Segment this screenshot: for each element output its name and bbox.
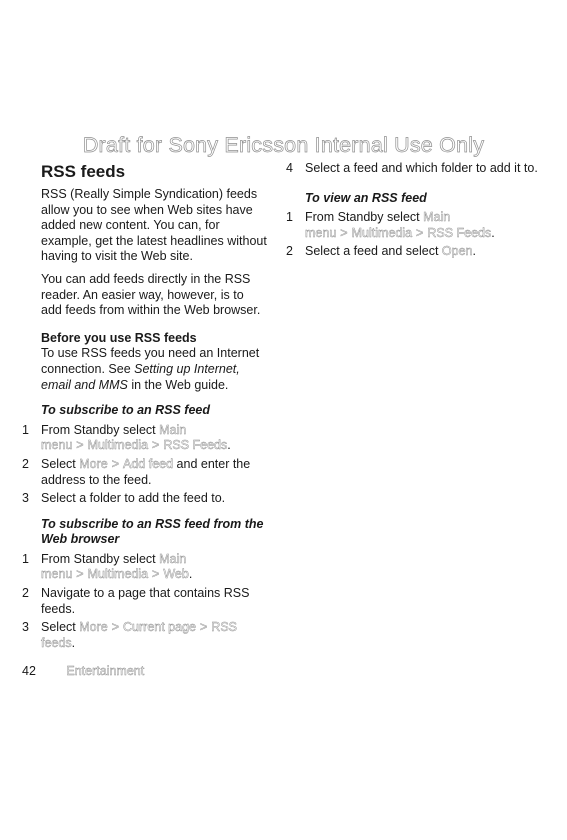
step-item	[22, 586, 267, 617]
left-column	[22, 161, 267, 654]
menu-separator: >	[416, 225, 424, 240]
draft-watermark: Draft for Sony Ericsson Internal Use Only	[82, 133, 485, 157]
menu-path-item: Add feed	[123, 456, 174, 471]
menu-path-item: More	[79, 456, 108, 471]
step-text: From Standby select Main menu > Multimedia > RSS Feeds.	[305, 210, 495, 240]
step-text: From Standby select Main menu > Multimedia > RSS Feeds.	[41, 422, 231, 453]
subscribe-steps-continued	[286, 161, 556, 177]
page-footer	[22, 664, 144, 679]
step-item	[22, 491, 267, 507]
menu-path-item: Main menu	[41, 422, 187, 453]
menu-path-item: Open	[441, 244, 473, 259]
step-text: Select More > Current page > RSS feeds.	[41, 620, 237, 650]
step-item	[286, 161, 556, 177]
menu-separator: >	[199, 620, 208, 635]
menu-path-item: Main menu	[41, 551, 187, 582]
menu-path-item: Web	[163, 567, 189, 582]
subscribe-web-steps	[22, 552, 267, 652]
step-number: 3	[22, 620, 29, 635]
before-heading: Before you use RSS feeds	[41, 330, 197, 345]
step-item	[22, 552, 267, 583]
step-item	[286, 210, 556, 241]
intro-paragraph-2: You can add feeds directly in the RSS reader. An easier way, however, is to add feeds from within the Web browser.	[41, 271, 261, 318]
step-text: From Standby select Main menu > Multimedia > Web.	[41, 551, 193, 582]
subscribe-heading: To subscribe to an RSS feed	[41, 403, 211, 418]
before-text-suffix: in the Web guide.	[127, 377, 229, 392]
subscribe-web-heading: To subscribe to an RSS feed from the Web browser	[41, 516, 264, 547]
step-text: Select More > Add feed and enter the address to the feed.	[41, 456, 251, 487]
step-number: 3	[22, 491, 29, 506]
step-number: 1	[22, 422, 29, 437]
menu-path-item: More	[79, 620, 108, 635]
menu-separator: >	[340, 225, 348, 240]
menu-path-item: Multimedia	[87, 567, 149, 582]
menu-path-item: Main menu	[305, 210, 451, 240]
before-text: To use RSS feeds you need an Internet connection. See	[41, 346, 260, 376]
menu-path-item: Current page	[123, 620, 196, 635]
menu-path-item: Multimedia	[351, 225, 413, 240]
menu-separator: >	[152, 438, 160, 453]
step-number: 2	[22, 586, 29, 601]
step-text: Navigate to a page that contains RSS feeds.	[41, 586, 250, 616]
step-item	[22, 620, 267, 651]
page-title: RSS feeds	[41, 162, 126, 181]
menu-separator: >	[152, 567, 160, 582]
menu-separator: >	[76, 567, 84, 582]
before-paragraph	[41, 346, 267, 393]
menu-path-item: RSS Feeds	[163, 438, 228, 453]
step-text: Select a folder to add the feed to.	[41, 491, 226, 506]
menu-separator: >	[111, 456, 120, 471]
step-text: Select a feed and select Open.	[305, 244, 476, 259]
step-number: 1	[22, 551, 29, 566]
menu-path-item: Multimedia	[87, 438, 149, 453]
step-number: 4	[286, 161, 293, 175]
section-name: Entertainment	[66, 664, 145, 678]
step-item	[22, 423, 267, 454]
menu-separator: >	[76, 438, 84, 453]
step-number: 2	[286, 244, 293, 259]
menu-path-item: RSS feeds	[41, 620, 237, 650]
step-number: 2	[22, 456, 29, 471]
step-item	[286, 244, 556, 260]
step-number: 1	[286, 210, 293, 225]
subscribe-steps	[22, 423, 267, 507]
intro-paragraph: RSS (Really Simple Syndication) feeds allow you to see when Web sites have added new content. You can, for example, get the latest headlines without having to visit the Web site.	[41, 187, 267, 264]
view-steps	[286, 210, 556, 260]
cross-reference-link: Setting up Internet, email and MMS	[41, 361, 240, 392]
menu-separator: >	[111, 620, 120, 635]
menu-path-item: RSS Feeds	[427, 225, 492, 240]
page-number: 42	[22, 664, 36, 678]
step-text: Select a feed and which folder to add it to.	[305, 161, 538, 175]
right-column	[286, 161, 556, 263]
view-heading: To view an RSS feed	[305, 190, 427, 205]
step-item	[22, 457, 267, 488]
